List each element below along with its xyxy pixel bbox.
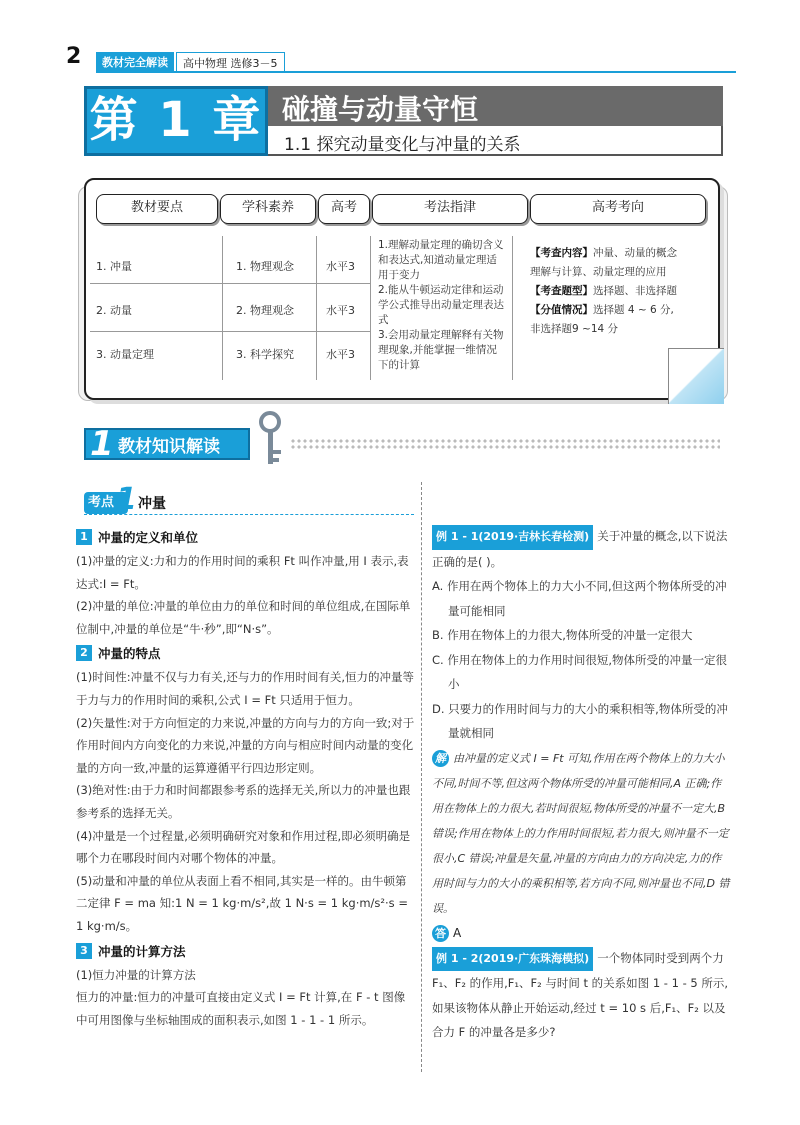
type-text: 选择题、非选择题 xyxy=(593,285,677,297)
paragraph: (1)恒力冲量的计算方法 xyxy=(76,967,196,982)
header-cell: 高考 xyxy=(318,194,370,224)
answer-text: A xyxy=(453,926,462,940)
subheading-number: 1 xyxy=(76,529,92,545)
option-c: C. 作用在物体上的力作用时间很短,物体所受的冲量一定很小 xyxy=(432,652,727,691)
paragraph: (1)时间性:冲量不仅与力有关,还与力的作用时间有关,恒力的冲量等于力与力的作用时间的乘积,公式 I = Ft 只适用于恒力。 xyxy=(76,670,414,707)
exam-requirements: 1.理解动量定理的确切含义和表达式,知道动量定理适用于变力 2.能从牛顿运动定律和运动学公式推导出动量定理表达式 3.会用动量定理解释有关物理现象,并能掌握一维情况下的计算 xyxy=(378,239,504,371)
example-stem: 一个物体同时受到两个力 F₁、F₂ 的作用,F₁、F₂ 与时间 t 的关系如图 1 - 1 - 5 所示,如果该物体从静止开始运动,经过 t = 10 s 后,F₁、F₂ 以及合力 F 的冲量各是多少? xyxy=(432,950,729,1039)
chapter-label: 第 1 章 xyxy=(84,86,268,156)
paragraph: 恒力的冲量:恒力的冲量可直接由定义式 I = Ft 计算,在 F - t 图像中可用图像与坐标轴围成的面积表示,如图 1 - 1 - 1 所示。 xyxy=(76,990,406,1027)
paragraph: (5)动量和冲量的单位从表面上看不相同,其实是一样的。由牛顿第二定律 F = ma 知:1 N = 1 kg·m/s²,故 1 N·s = 1 kg·m/s²·s = 1 kg·m/s。 xyxy=(76,873,408,933)
subheading xyxy=(76,942,416,960)
paragraph: (2)矢量性:对于方向恒定的力来说,冲量的方向与力的方向一致;对于作用时间内方向变化的力来说,冲量的方向与相应时间内动量的变化量的方向一致,冲量的运算遵循平行四边形定则。 xyxy=(76,715,415,775)
kaodian-number: 1 xyxy=(116,482,137,517)
subheading-title: 冲量的定义和单位 xyxy=(98,530,199,545)
table-cell: 水平3 xyxy=(326,348,355,361)
table-cell: 2. 动量 xyxy=(96,304,132,317)
table-cell: 3. 科学探究 xyxy=(236,348,294,361)
content-text: 冲量、动量的概念理解与计算、动量定理的应用 xyxy=(530,247,677,278)
header-cell: 高考考向 xyxy=(530,194,706,224)
kaodian-underline xyxy=(84,514,414,515)
answer xyxy=(432,925,732,942)
kaodian-title: 冲量 xyxy=(138,496,166,512)
section-title: 1.1 探究动量变化与冲量的关系 xyxy=(284,135,521,155)
divider xyxy=(370,236,371,380)
score-text: 选择题 4 ~ 6 分,非选择题9 ~14 分 xyxy=(530,304,674,335)
solution-icon: 解 xyxy=(432,750,449,767)
header-cell: 学科素养 xyxy=(220,194,316,224)
chapter-title: 碰撞与动量守恒 xyxy=(282,93,479,126)
subheading xyxy=(76,644,416,662)
option-b: B. 作用在物体上的力很大,物体所受的冲量一定很大 xyxy=(432,628,693,642)
header-cell: 教材要点 xyxy=(96,194,218,224)
subheading-number: 2 xyxy=(76,645,92,661)
divider xyxy=(512,236,513,380)
subheading-title: 冲量的计算方法 xyxy=(98,943,186,959)
paragraph: (4)冲量是一个过程量,必须明确研究对象和作用过程,即必须明确是哪个力在哪段时间内对哪个物体的冲量。 xyxy=(76,828,411,866)
solution-text: 由冲量的定义式 I = Ft 可知,作用在两个物体上的力大小不同,时间不等,但这两个物体所受的冲量可能相同,A 正确;作用在物体上的力很大,若时间很短,物体所受的冲量不一定大,B 错误;作用在物体上的力作用时间很短,若力很大,则冲量不一定很小,C 错误;冲量是矢量,冲量的方向由力的方向决定,力的作用时间与力的大小的乘积相等,若方向不同,则冲量也不同,D 错误。 xyxy=(432,751,730,915)
exam-direction xyxy=(530,244,680,339)
table-cell: 水平3 xyxy=(326,260,355,273)
example-tag: 例 1 - 1(2019·吉林长春检测) xyxy=(432,525,593,550)
paragraph: (3)绝对性:由于力和时间都跟参考系的选择无关,所以力的冲量也跟参考系的选择无关。 xyxy=(76,783,411,820)
subheading xyxy=(76,528,416,546)
header-cell: 考法指津 xyxy=(372,194,528,224)
table-cell: 3. 动量定理 xyxy=(96,348,154,361)
book-tag: 教材完全解读 xyxy=(96,52,174,72)
key-icon xyxy=(252,410,288,470)
option-d: D. 只要力的作用时间与力的大小的乘积相等,物体所受的冲量就相同 xyxy=(432,701,728,740)
right-column xyxy=(432,524,732,1045)
paragraph: (1)冲量的定义:力和力的作用时间的乘积 Ft 叫作冲量,用 I 表示,表达式:I = Ft。 xyxy=(76,554,409,591)
kaodian-label: 考点 xyxy=(84,492,128,514)
answer-icon: 答 xyxy=(432,925,449,942)
content-label: 【考查内容】 xyxy=(530,247,593,259)
type-label: 【考查题型】 xyxy=(530,285,593,297)
section-banner-title: 教材知识解读 xyxy=(118,437,220,457)
header-divider xyxy=(96,71,736,73)
example-1 xyxy=(432,524,732,574)
subheading-title: 冲量的特点 xyxy=(98,646,161,662)
left-column xyxy=(76,524,416,1031)
subject-label: 高中物理 选修3－5 xyxy=(176,52,285,72)
dotted-decoration xyxy=(290,438,720,450)
subheading-number: 3 xyxy=(76,943,92,959)
example-tag: 例 1 - 2(2019·广东珠海模拟) xyxy=(432,947,593,972)
score-label: 【分值情况】 xyxy=(530,304,593,316)
page-fold-decoration xyxy=(668,348,724,404)
page-number: 2 xyxy=(66,44,82,69)
section-number: 1 xyxy=(90,424,114,464)
option-a: A. 作用在两个物体上的力大小不同,但这两个物体所受的冲量可能相同 xyxy=(432,579,727,618)
table-cell: 2. 物理观念 xyxy=(236,304,294,317)
column-divider xyxy=(421,482,422,1072)
table-cell: 1. 物理观念 xyxy=(236,260,294,273)
table-cell: 水平3 xyxy=(326,304,355,317)
example-2 xyxy=(432,946,732,1045)
solution xyxy=(432,746,732,921)
table-cell: 1. 冲量 xyxy=(96,260,132,273)
paragraph: (2)冲量的单位:冲量的单位由力的单位和时间的单位组成,在国际单位制中,冲量的单位是“牛·秒”,即“N·s”。 xyxy=(76,599,411,636)
example-stem: 关于冲量的概念,以下说法正确的是( )。 xyxy=(432,529,728,569)
summary-header-row xyxy=(96,194,708,224)
